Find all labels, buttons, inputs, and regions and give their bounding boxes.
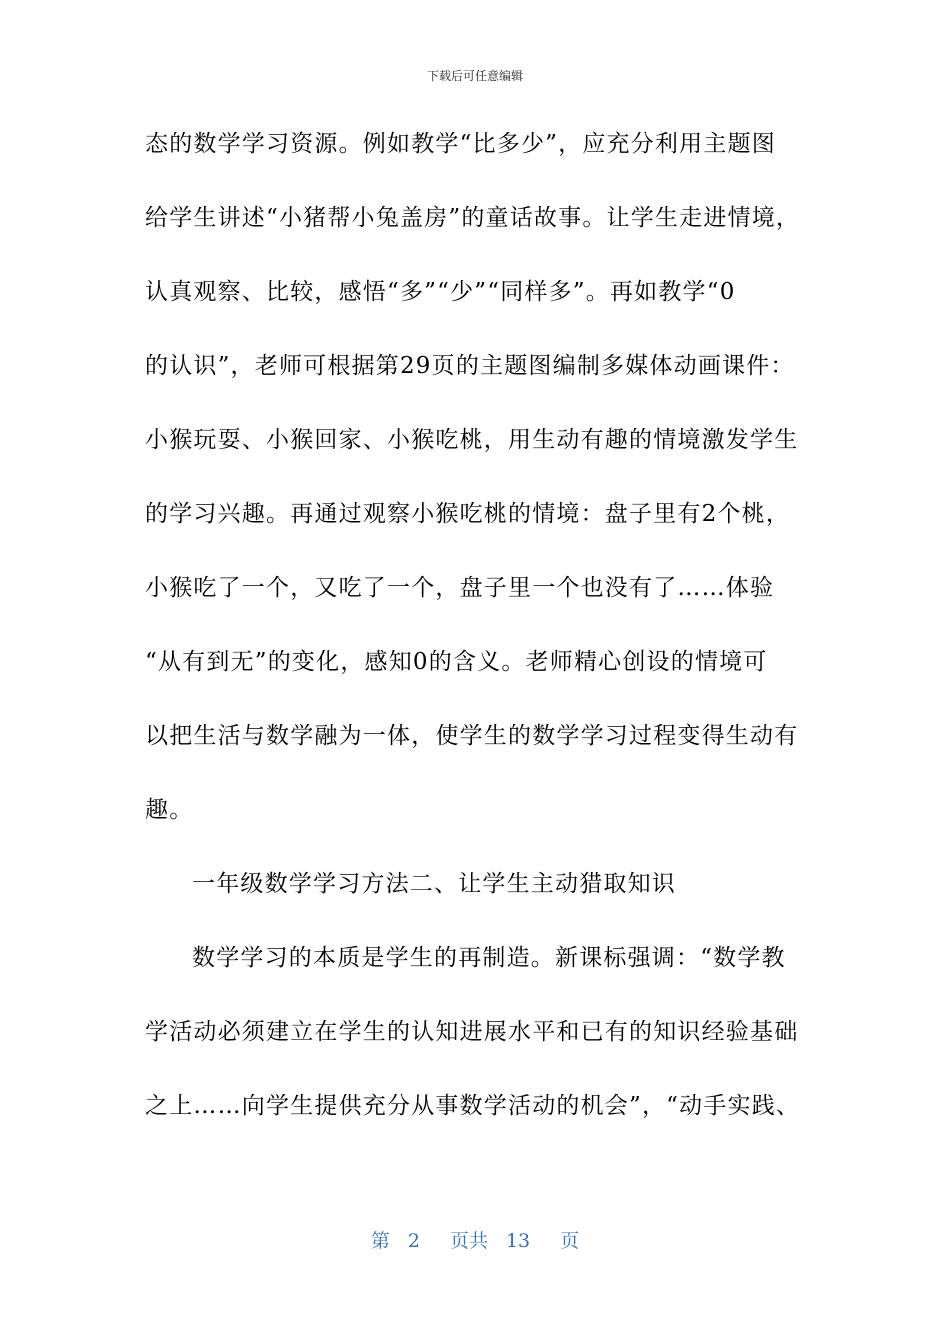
footer-total-pages: 13 [505,1230,531,1252]
footer-middle: 页共 [449,1230,488,1252]
text-line: 学活动必须建立在学生的认知进展水平和已有的知识经验基础 [145,1019,799,1045]
text-line: 态的数学学习资源。例如教学“比多少”，应充分利用主题图 [145,131,776,157]
text-line: 之上……向学生提供充分从事数学活动的机会”，“动手实践、 [145,1093,801,1119]
text-line: 数学学习的本质是学生的再制造。新课标强调：“数学教 [192,945,786,971]
text-line: 小猴玩耍、小猴回家、小猴吃桃，用生动有趣的情境激发学生 [145,427,799,453]
footer-page-number: 2 [407,1230,420,1252]
footer-prefix: 第 [370,1230,390,1252]
text-line: 小猴吃了一个，又吃了一个，盘子里一个也没有了……体验 [145,575,775,601]
text-line: 以把生活与数学融为一体，使学生的数学学习过程变得生动有 [145,723,799,749]
section-heading: 一年级数学学习方法二、让学生主动猎取知识 [192,871,676,897]
footer-suffix: 页 [560,1230,580,1252]
text-line: 的认识”，老师可根据第29页的主题图编制多媒体动画课件： [145,353,795,379]
text-line: 给学生讲述“小猪帮小兔盖房”的童话故事。让学生走进情境， [145,205,801,231]
page-header: 下载后可任意编辑 [426,69,523,83]
text-line: 趣。 [145,797,194,823]
page-footer [0,1226,950,1253]
text-line: 的学习兴趣。再通过观察小猴吃桃的情境：盘子里有2个桃， [145,501,791,527]
text-line: “从有到无”的变化，感知0的含义。老师精心创设的情境可 [145,649,768,675]
text-line: 认真观察、比较，感悟“多”“少”“同样多”。再如教学“0 [145,279,736,305]
